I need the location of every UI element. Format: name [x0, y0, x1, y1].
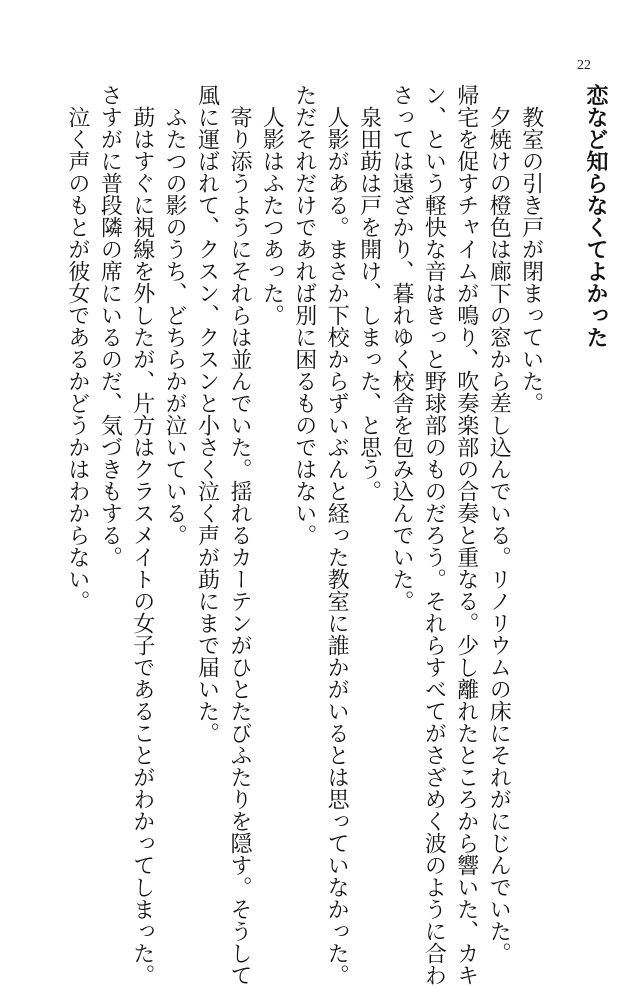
text-column: 人影がある。まさか下校からずいぶんと経った教室に誰かがいるとは思っていなかった。: [324, 106, 350, 986]
text-column: 泉田莇は戸を開け、しまった、と思う。: [356, 106, 382, 502]
vertical-text-body: [61, 84, 612, 986]
text-column: ン、という軽快な音はきっと野球部のものだろう。それらすべてがさざめく波のように合わ: [421, 84, 447, 986]
text-column: 夕焼けの橙色は廊下の窓から差し込んでいる。リノリウムの床にそれがにじんでいた。: [486, 106, 512, 964]
text-column: 泣く声のもとが彼女であるかどうかはわからない。: [64, 106, 90, 612]
text-column: ただそれだけであれば別に困るものではない。: [291, 84, 317, 546]
text-column: さすがに普段隣の席にいるのだ、気づきもする。: [97, 84, 123, 568]
page-number: 22: [577, 58, 591, 73]
text-column: 人影はふたつあった。: [259, 106, 285, 326]
text-column: 教室の引き戸が閉まっていた。: [518, 106, 544, 414]
text-column: さっては遠ざかり、暮れゆく校舎を包み込んでいた。: [388, 84, 414, 612]
chapter-title: 恋など知らなくてよかった: [583, 84, 608, 348]
text-column: 帰宅を促すチャイムが鳴り、吹奏楽部の合奏と重なる。少し離れたところから響いた、カキ: [453, 84, 479, 986]
text-column: 寄り添うようにそれらは並んでいた。揺れるカーテンがひとたびふたりを隠す。そうして: [226, 106, 252, 986]
text-column: 風に運ばれて、クスン、クスンと小さく泣く声が莇にまで届いた。: [194, 84, 220, 744]
text-column: ふたつの影のうち、どちらかが泣いている。: [162, 106, 188, 546]
text-column: 莇はすぐに視線を外したが、片方はクラスメイトの女子であることがわかってしまった。: [129, 106, 155, 986]
